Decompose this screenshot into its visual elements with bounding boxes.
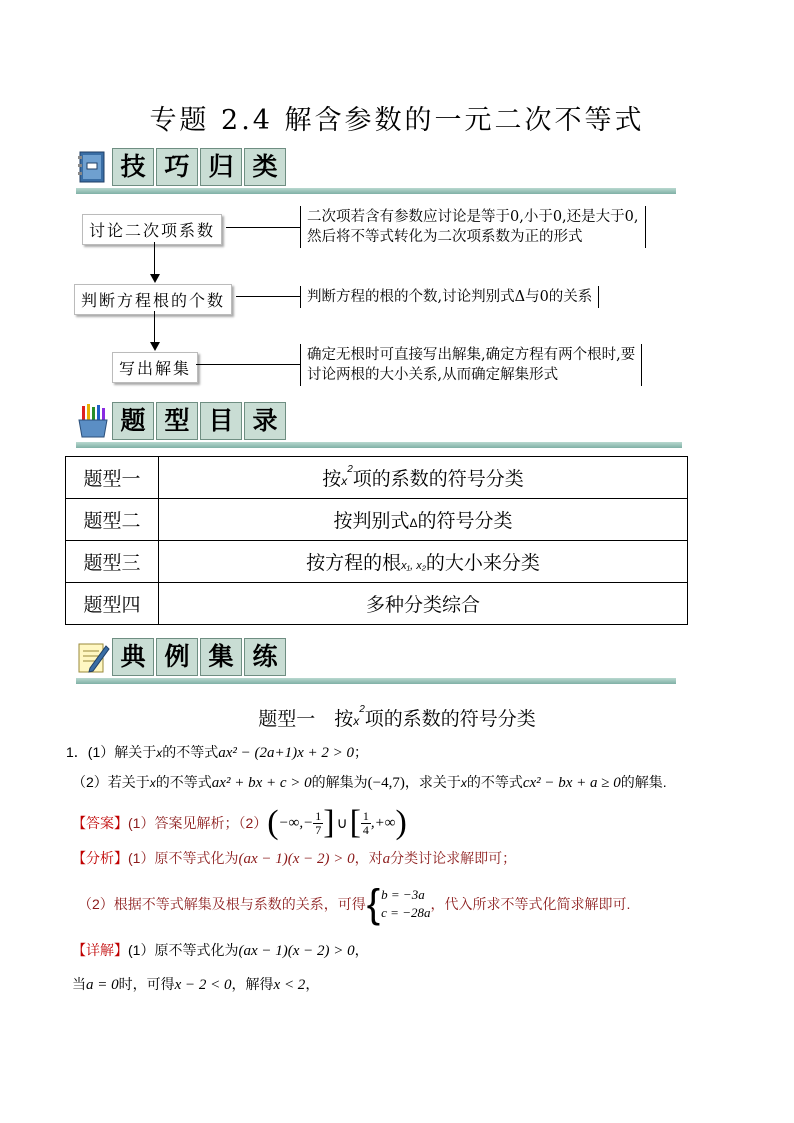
type-description [159, 583, 688, 625]
table-row [66, 457, 688, 499]
type-description [159, 457, 688, 499]
question-1-part-2 [72, 772, 667, 792]
question-1-part-1 [66, 742, 368, 762]
flow-note-3 [300, 344, 642, 386]
catalog-table [65, 456, 688, 625]
flow-step-2: 判断方程根的个数 [74, 284, 232, 315]
arrow-shaft [154, 242, 155, 276]
detail-text: (1）原不等式化为 [128, 942, 239, 958]
detail-line-1 [72, 940, 369, 960]
system-eq-2: c = −28a [381, 905, 431, 920]
analysis-var: a [382, 851, 391, 867]
detail-tag: 【详解】 [72, 942, 128, 958]
detail-line-2 [72, 974, 319, 994]
flow-note-3-line1: 确定无根时可直接写出解集,确定方程有两个根时,要 [307, 347, 636, 363]
system-eq-1: b = −3a [381, 887, 425, 902]
section-char: 典 [112, 638, 154, 676]
flow-note-1 [300, 206, 646, 248]
q-text: 的不等式 [162, 744, 219, 760]
section-char: 录 [244, 402, 286, 440]
frac-num: 1 [362, 808, 369, 823]
q-set: (−4,7) [367, 775, 405, 791]
frac-num: 1 [315, 808, 322, 823]
union-symbol: ∪ [336, 815, 348, 832]
bracket-right: ] [323, 804, 335, 841]
answer-interval [267, 806, 407, 840]
flow-note-1-line2: 然后将不等式转化为二次项系数为正的形式 [307, 229, 583, 245]
desc-var: x [341, 474, 348, 488]
section-char: 集 [200, 638, 242, 676]
arrow-down-icon [150, 274, 160, 283]
type-description [159, 499, 688, 541]
section-char: 巧 [156, 148, 198, 186]
q-var: x [460, 776, 467, 790]
section-char: 归 [200, 148, 242, 186]
flow-note-2-line1: 判断方程的根的个数,讨论判别式Δ与0的关系 [307, 289, 593, 305]
desc-text: 多种分类综合 [365, 595, 480, 616]
fraction [313, 810, 323, 837]
section-char: 题 [112, 402, 154, 440]
desc-text: 按 [322, 469, 342, 490]
table-row [66, 541, 688, 583]
type-cell: 题型三 [66, 541, 159, 583]
flow-note-2 [300, 286, 599, 308]
detail-expression: a = 0 [86, 977, 119, 993]
q-var: x [156, 746, 163, 760]
type-description [159, 541, 688, 583]
q-text: ； [354, 744, 369, 760]
flow-step-1: 讨论二次项系数 [82, 214, 222, 245]
section-header-skills [76, 146, 676, 188]
q-text: 1．(1）解关于 [66, 744, 157, 760]
flow-note-1-line1: 二次项若含有参数应讨论是等于0,小于0,还是大于0, [307, 209, 639, 225]
flow-note-3-line2: 讨论两根的大小关系,从而确定解集形式 [307, 367, 559, 383]
type-cell: 题型四 [66, 583, 159, 625]
section-char: 型 [156, 402, 198, 440]
analysis-line-2 [78, 884, 630, 924]
desc-var: Δ [409, 516, 418, 530]
type-heading [0, 704, 794, 731]
section-header-catalog [76, 400, 682, 442]
pencil-cup-icon [76, 404, 110, 438]
detail-text: ， [354, 942, 369, 958]
desc-text: 的符号分类 [417, 511, 513, 532]
connector-line [236, 296, 300, 297]
page-title: 专题 2.4 解含参数的一元二次不等式 [149, 105, 645, 136]
fraction [361, 810, 371, 837]
detail-expression: x − 2 < 0 [174, 977, 232, 993]
q-text: ，求关于 [404, 774, 461, 790]
section-char: 目 [200, 402, 242, 440]
frac-den: 4 [362, 822, 369, 837]
detail-expression: x < 2 [273, 977, 306, 993]
detail-text: ， [305, 976, 320, 992]
bracket-left: [ [349, 804, 361, 841]
analysis-line-1 [72, 848, 516, 868]
section-underline [76, 188, 676, 194]
analysis-text: 分类讨论求解即可； [390, 850, 517, 866]
desc-var: x₁, x₂ [401, 560, 426, 572]
q-text: （2）若关于 [72, 774, 150, 790]
heading-sup: 2 [359, 704, 365, 715]
q-expression: ax² − (2a+1)x + 2 > 0 [218, 745, 355, 761]
type-cell: 题型二 [66, 499, 159, 541]
desc-text: 按判别式 [333, 511, 410, 532]
q-text: 的解集为 [311, 774, 368, 790]
equation-system [381, 886, 430, 922]
connector-line [196, 364, 300, 365]
system-brace: { [366, 882, 381, 926]
detail-text: 时，可得 [118, 976, 175, 992]
section-char: 例 [156, 638, 198, 676]
analysis-text: ，代入所求不等式化简求解即可. [430, 896, 631, 912]
analysis-expression: (ax − 1)(x − 2) > 0 [238, 851, 355, 867]
analysis-tag: 【分析】 [72, 850, 128, 866]
arrow-down-icon [150, 342, 160, 351]
answer-line [72, 806, 407, 840]
interval-text: ,+∞ [370, 814, 396, 831]
table-row [66, 499, 688, 541]
frac-den: 7 [315, 822, 322, 837]
q-text: 的解集. [620, 774, 667, 790]
answer-text: (1）答案见解析；（2） [128, 815, 268, 831]
arrow-shaft [154, 311, 155, 344]
interval-text: −∞,− [278, 814, 314, 831]
desc-sup: 2 [347, 464, 353, 475]
analysis-text: ，对 [354, 850, 383, 866]
heading-text: 题型一 按 [258, 709, 354, 730]
section-header-examples [76, 636, 676, 678]
detail-expression: (ax − 1)(x − 2) > 0 [238, 943, 355, 959]
analysis-text: （2）根据不等式解集及根与系数的关系，可得 [78, 896, 366, 912]
desc-text: 按方程的根 [306, 553, 402, 574]
memo-pencil-icon [76, 640, 110, 674]
paren-left: ( [267, 804, 279, 841]
paren-right: ) [395, 804, 407, 841]
detail-text: ，解得 [231, 976, 274, 992]
section-char: 练 [244, 638, 286, 676]
q-text: 的不等式 [466, 774, 523, 790]
section-underline [76, 678, 676, 684]
notebook-icon [76, 150, 110, 184]
section-char: 技 [112, 148, 154, 186]
flow-step-3: 写出解集 [112, 352, 198, 383]
q-var: x [149, 776, 156, 790]
connector-line [226, 227, 300, 228]
q-expression: ax² + bx + c > 0 [211, 775, 312, 791]
desc-text: 的大小来分类 [425, 553, 540, 574]
desc-text: 项的系数的符号分类 [352, 469, 524, 490]
section-underline [76, 442, 682, 448]
table-row [66, 583, 688, 625]
heading-text: 项的系数的符号分类 [364, 709, 536, 730]
section-char: 类 [244, 148, 286, 186]
q-expression: cx² − bx + a ≥ 0 [522, 775, 621, 791]
type-cell: 题型一 [66, 457, 159, 499]
detail-text: 当 [72, 976, 86, 992]
answer-tag: 【答案】 [72, 815, 128, 831]
q-text: 的不等式 [155, 774, 212, 790]
heading-var: x [353, 714, 360, 728]
analysis-text: (1）原不等式化为 [128, 850, 239, 866]
